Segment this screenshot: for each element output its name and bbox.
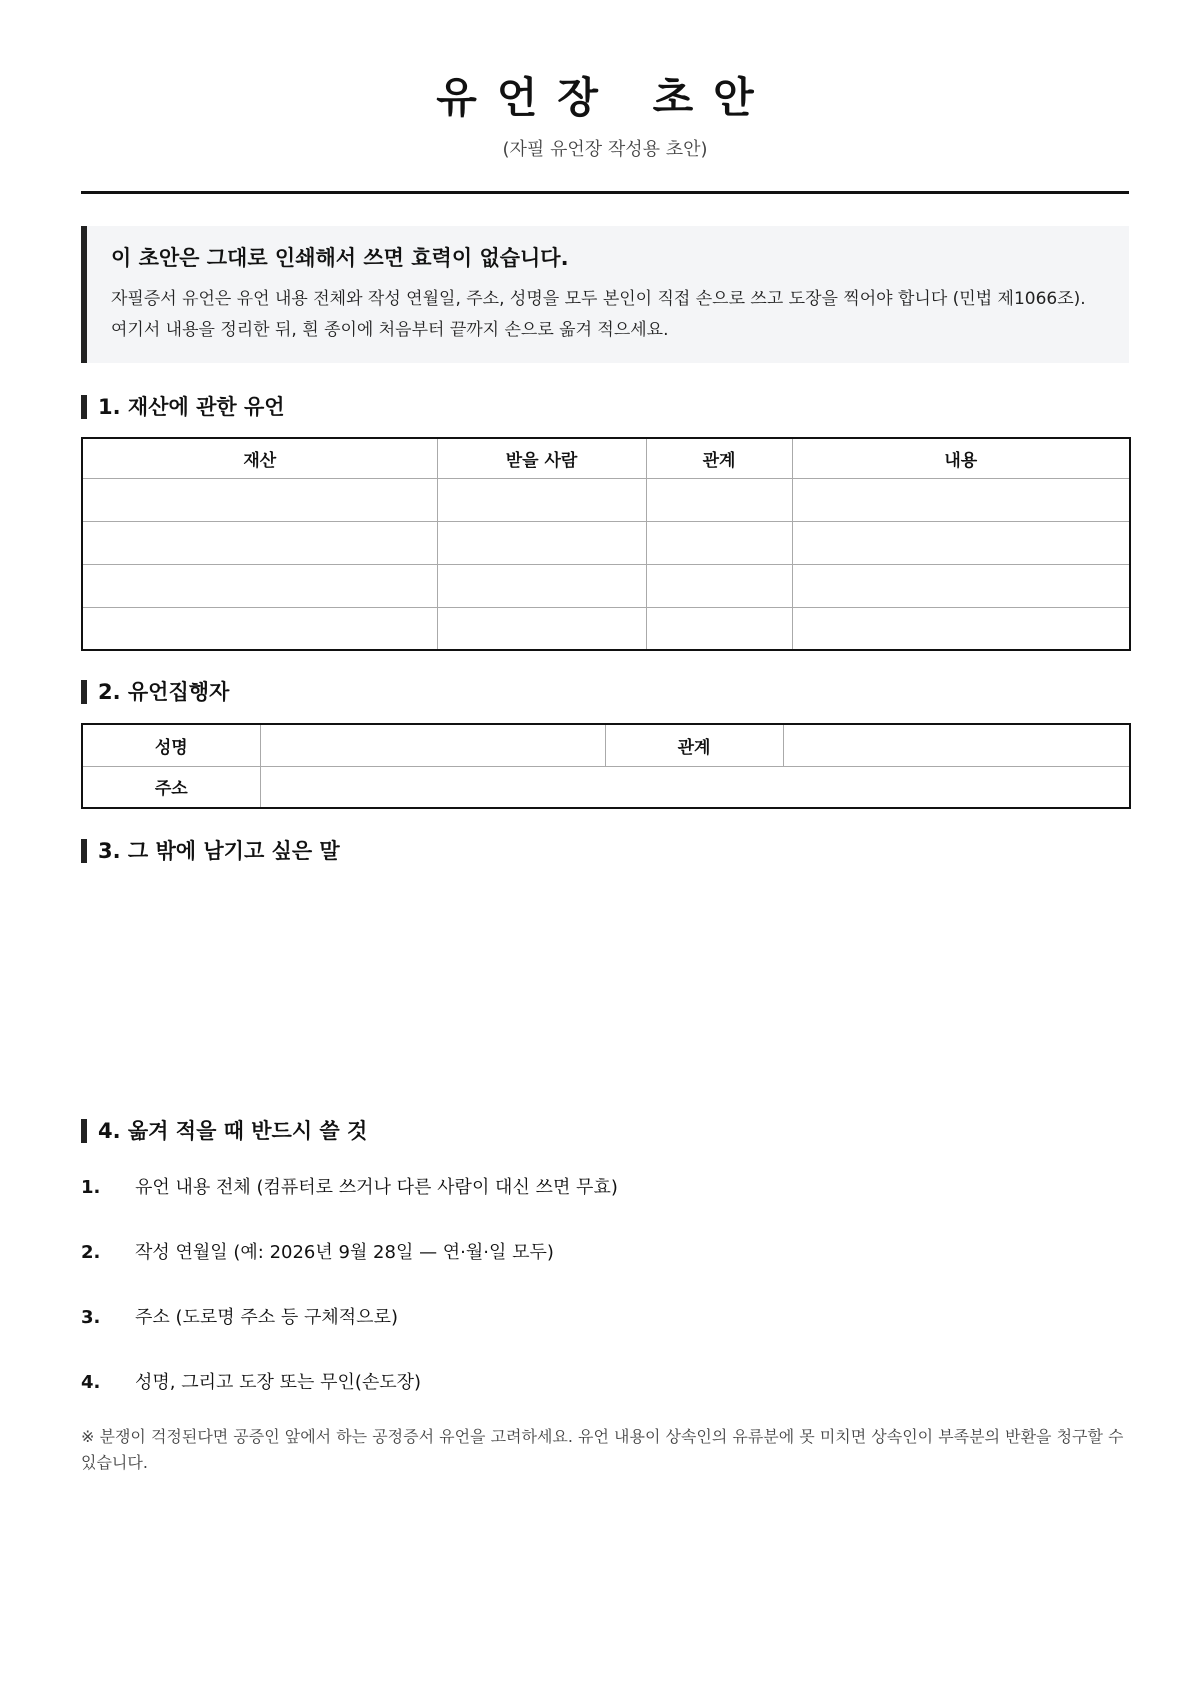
column-header-asset: 재산	[82, 438, 437, 478]
column-header-details: 내용	[792, 438, 1130, 478]
list-item-text: 작성 연월일 (예: 2026년 9월 28일 — 연·월·일 모두)	[135, 1242, 554, 1263]
notice-line: 자필증서 유언은 유언 내용 전체와 작성 연월일, 주소, 성명을 모두 본인이 직접 손으로 쓰고 도장을 찍어야 합니다 (민법 제1066조).	[111, 289, 1086, 309]
section-heading-executor: 2. 유언집행자	[81, 679, 229, 705]
list-item-text: 주소 (도로명 주소 등 구체적으로)	[135, 1307, 398, 1328]
asset-cell[interactable]	[82, 521, 437, 564]
list-item-text: 성명, 그리고 도장 또는 무인(손도장)	[135, 1372, 422, 1393]
warning-notice	[81, 226, 1129, 363]
details-cell[interactable]	[792, 564, 1130, 607]
details-cell[interactable]	[792, 478, 1130, 521]
page-title: 유언장 초안	[436, 73, 774, 122]
recipient-cell[interactable]	[437, 564, 646, 607]
list-item-number: 3.	[81, 1307, 101, 1328]
recipient-cell[interactable]	[437, 521, 646, 564]
asset-cell[interactable]	[82, 478, 437, 521]
table-row	[82, 724, 1130, 766]
executor-address-label: 주소	[82, 766, 260, 808]
executor-address-field[interactable]	[260, 766, 1130, 808]
section-heading-message: 3. 그 밖에 남기고 싶은 말	[81, 838, 340, 864]
section-heading-checklist: 4. 옮겨 적을 때 반드시 쓸 것	[81, 1118, 367, 1144]
list-item-text: 유언 내용 전체 (컴퓨터로 쓰거나 다른 사람이 대신 쓰면 무효)	[135, 1177, 618, 1198]
executor-table	[81, 723, 1131, 809]
notice-line: 여기서 내용을 정리한 뒤, 흰 종이에 처음부터 끝까지 손으로 옮겨 적으세요.	[111, 320, 669, 340]
table-header-row	[82, 438, 1130, 478]
executor-relation-field[interactable]	[783, 724, 1130, 766]
message-area[interactable]	[81, 880, 1129, 1100]
assets-table	[81, 437, 1131, 651]
list-item	[81, 1305, 398, 1331]
page-subtitle: (자필 유언장 작성용 초안)	[502, 139, 708, 160]
table-row	[82, 521, 1130, 564]
section-heading-assets: 1. 재산에 관한 유언	[81, 394, 285, 420]
table-row	[82, 766, 1130, 808]
relation-cell[interactable]	[646, 521, 792, 564]
executor-name-field[interactable]	[260, 724, 605, 766]
list-item-number: 1.	[81, 1177, 101, 1198]
details-cell[interactable]	[792, 521, 1130, 564]
list-item-number: 4.	[81, 1372, 101, 1393]
executor-name-label: 성명	[82, 724, 260, 766]
table-row	[82, 564, 1130, 607]
recipient-cell[interactable]	[437, 607, 646, 650]
notice-title: 이 초안은 그대로 인쇄해서 쓰면 효력이 없습니다.	[111, 246, 569, 270]
column-header-recipient: 받을 사람	[437, 438, 646, 478]
relation-cell[interactable]	[646, 607, 792, 650]
list-item-number: 2.	[81, 1242, 101, 1263]
details-cell[interactable]	[792, 607, 1130, 650]
list-item	[81, 1370, 421, 1396]
asset-cell[interactable]	[82, 564, 437, 607]
title-divider	[81, 191, 1129, 194]
relation-cell[interactable]	[646, 478, 792, 521]
relation-cell[interactable]	[646, 564, 792, 607]
footnote: ※ 분쟁이 걱정된다면 공증인 앞에서 하는 공정증서 유언을 고려하세요. 유언 내용이 상속인의 유류분에 못 미치면 상속인이 부족분의 반환을 청구할 수 있습니다.	[81, 1427, 1124, 1472]
list-item	[81, 1240, 554, 1266]
recipient-cell[interactable]	[437, 478, 646, 521]
list-item	[81, 1175, 618, 1201]
executor-relation-label: 관계	[605, 724, 783, 766]
asset-cell[interactable]	[82, 607, 437, 650]
column-header-relation: 관계	[646, 438, 792, 478]
table-row	[82, 478, 1130, 521]
table-row	[82, 607, 1130, 650]
